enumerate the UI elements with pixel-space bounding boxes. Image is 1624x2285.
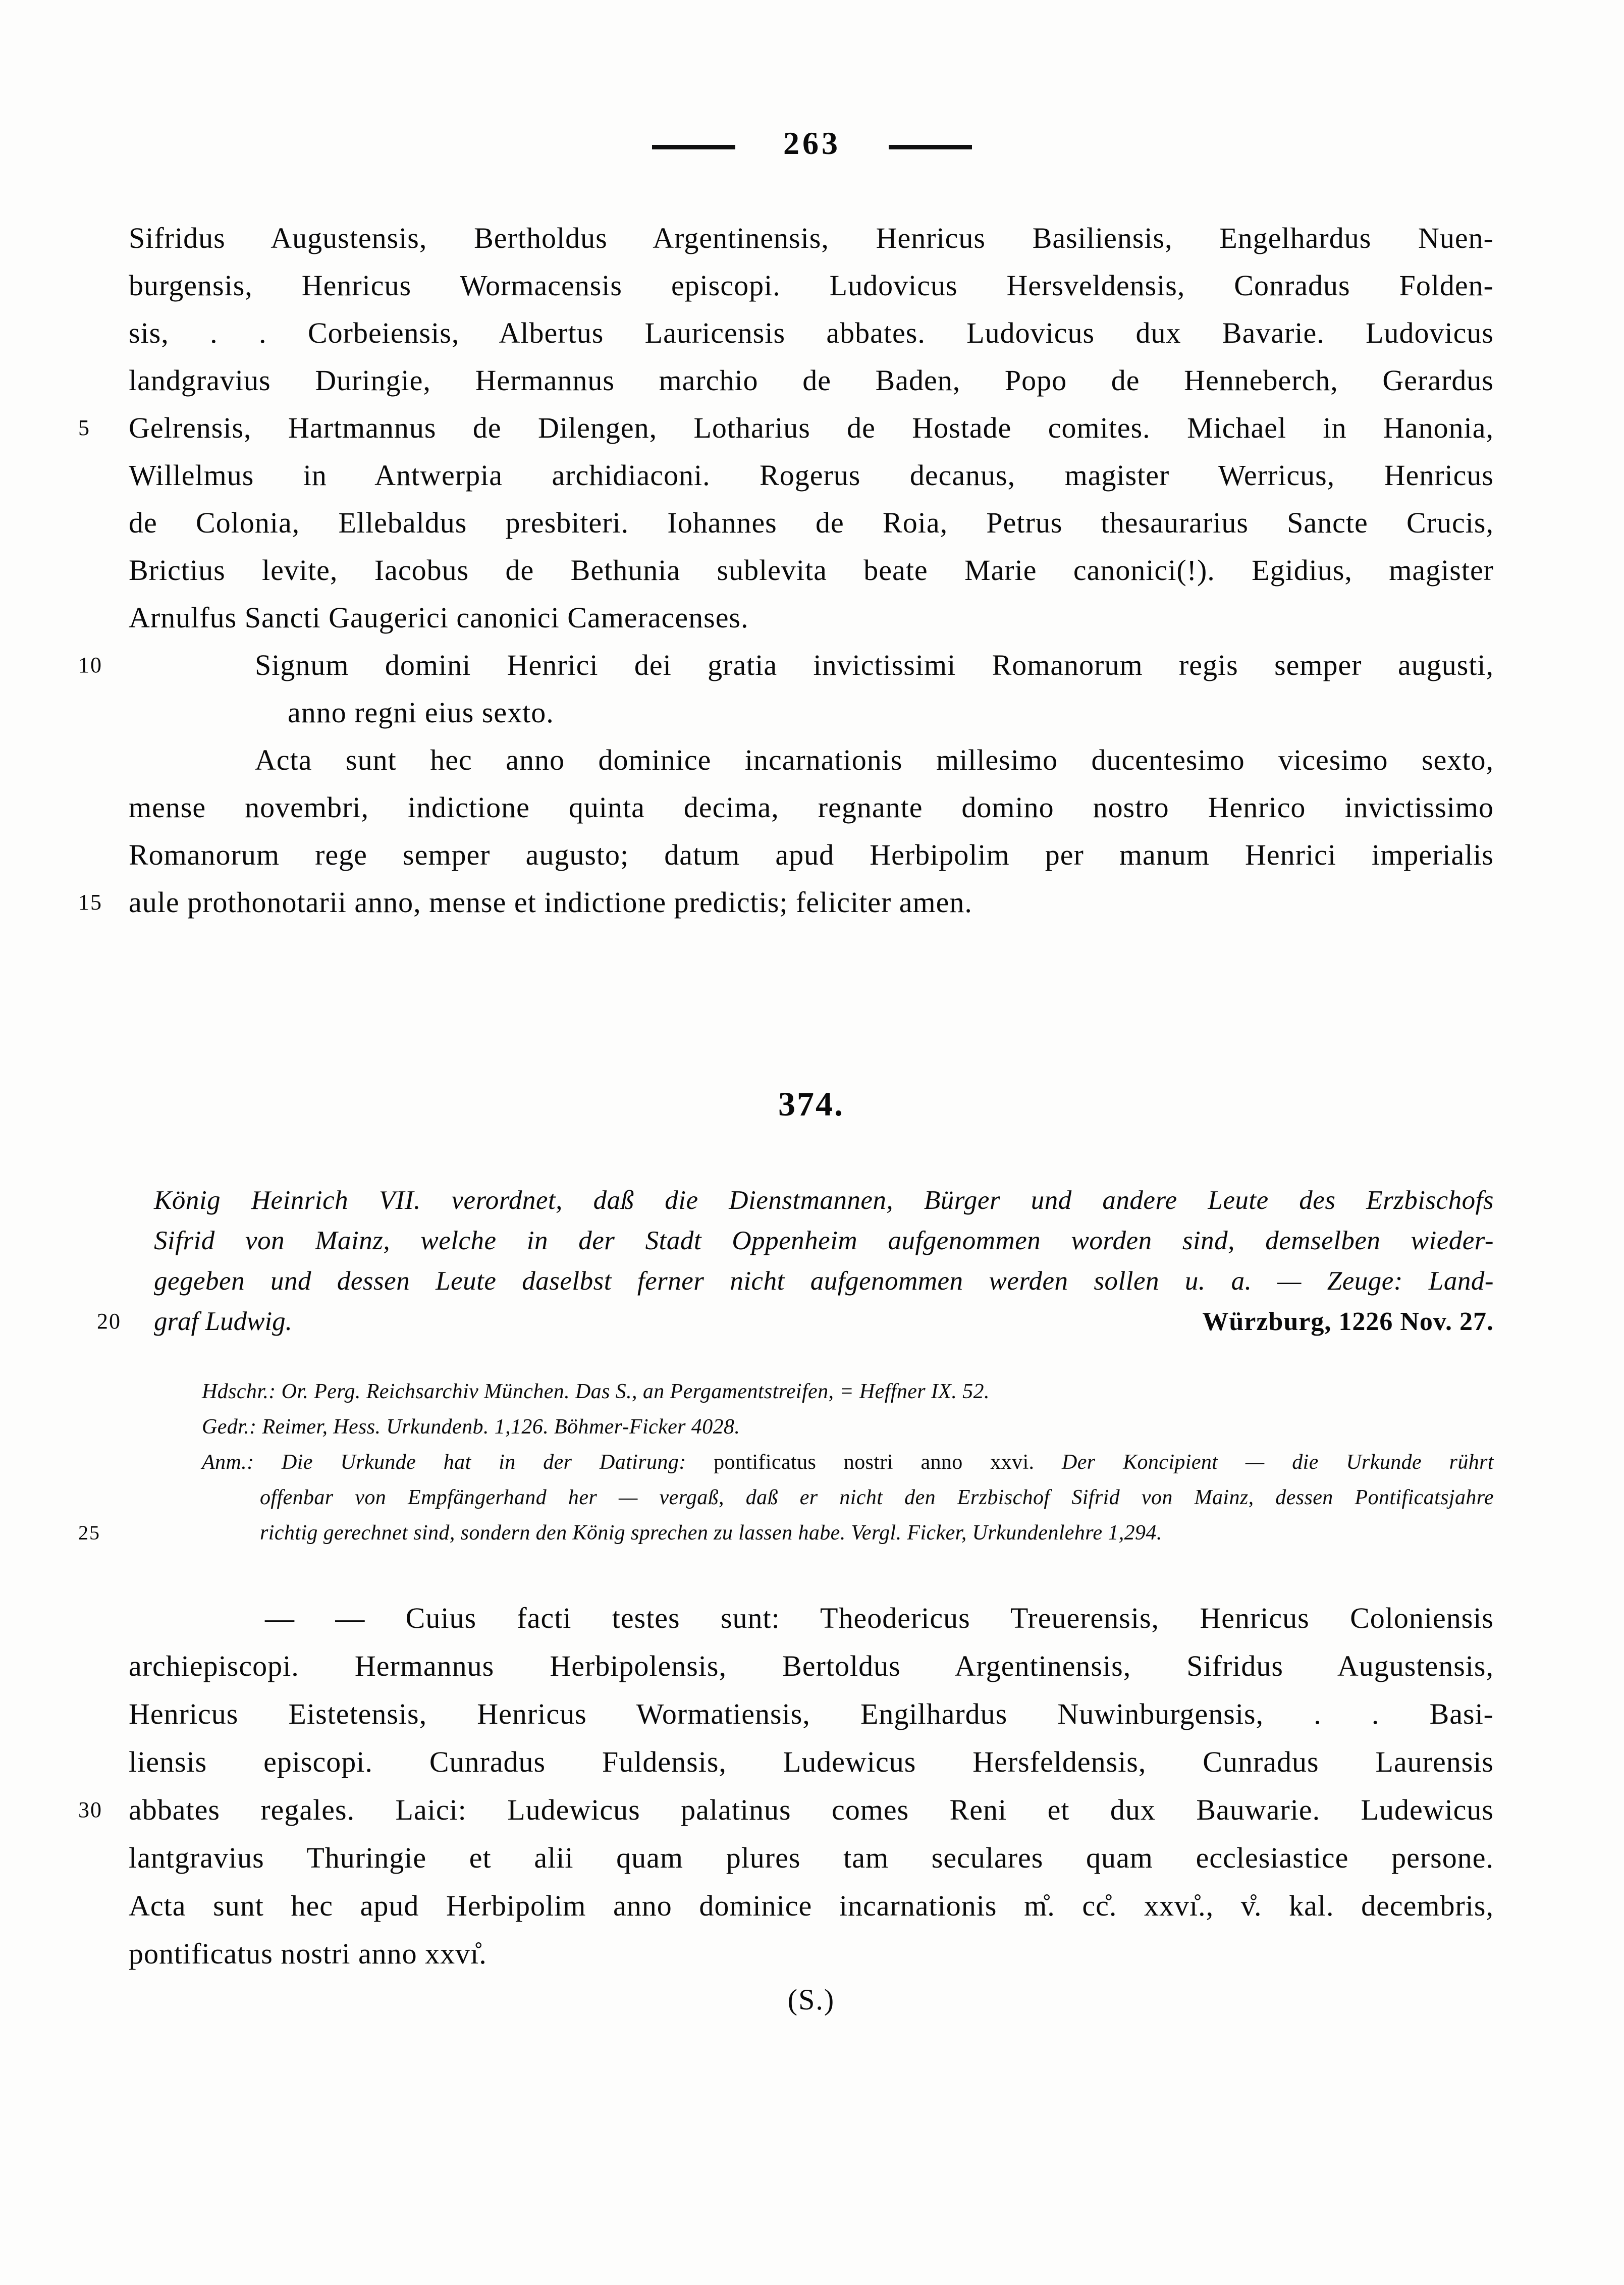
note-line [78, 1515, 1494, 1551]
regest [97, 1180, 1494, 1342]
page-header [0, 127, 1624, 160]
entry-number-heading: 374. [778, 1085, 844, 1123]
margin-line-number: 25 [78, 1521, 100, 1544]
seal-mark: (S.) [787, 1983, 835, 2016]
regest-line: gegeben und dessen Leute daselbst ferner nicht aufgenommen werden sollen u. a. — Zeuge: Land- [154, 1266, 1494, 1296]
note-line-hdschr: Hdschr.: Or. Perg. Reichsarchiv München. Das S., an Pergamentstreifen, = Heffner IX. 52. [202, 1380, 990, 1403]
text-line: Acta sunt hec apud Herbipolim anno dominice incarnationis m̊. cc̊. xxvı̊., v̊. kal. decembris, [129, 1889, 1494, 1922]
text-line: archiepiscopi. Hermannus Herbipolensis, Bertoldus Argentinensis, Sifridus Augustensis, [129, 1650, 1494, 1682]
text-line-content: Signum domini Henrici dei gratia invictissimi Romanorum regis semper augusti, [255, 649, 1494, 681]
margin-line-number: 5 [78, 415, 90, 440]
text-line: anno regni eius sexto. [288, 696, 554, 729]
text-line: Henricus Eistetensis, Henricus Wormatiensis, Engilhardus Nuwinburgensis, . . Basi- [129, 1697, 1494, 1730]
text-line: Acta sunt hec anno dominice incarnationis millesimo ducentesimo vicesimo sexto, [255, 743, 1494, 776]
text-line: Brictius levite, Iacobus de Bethunia sublevita beate Marie canonici(!). Egidius, magister [129, 554, 1494, 587]
source-notes [78, 1374, 1494, 1551]
text-line: liensis episcopi. Cunradus Fuldensis, Ludewicus Hersfeldensis, Cunradus Laurensis [129, 1745, 1494, 1778]
note-line-gedr: Gedr.: Reimer, Hess. Urkundenb. 1,126. Böhmer-Ficker 4028. [202, 1415, 740, 1439]
text-line: Romanorum rege semper augusto; datum apud Herbipolim per manum Henrici imperialis [129, 838, 1494, 871]
text-line-content: aule prothonotarii anno, mense et indictione predictis; feliciter amen. [129, 886, 972, 919]
text-line: sis, . . Corbeiensis, Albertus Lauricensis abbates. Ludovicus dux Bavarie. Ludovicus [129, 316, 1494, 349]
note-line-anm [202, 1445, 1494, 1480]
text-line-content: Gelrensis, Hartmannus de Dilengen, Lotharius de Hostade comites. Michael in Hanonia, [129, 411, 1494, 444]
page-number: 263 [783, 125, 841, 161]
note-line-content: richtig gerechnet sind, sondern den König sprechen zu lassen habe. Vergl. Ficker, Urkundenlehre 1,294. [260, 1521, 1162, 1545]
charter-text [78, 1594, 1494, 1978]
margin-line-number: 20 [97, 1309, 121, 1334]
note-segment-italic: Der Koncipient — die Urkunde rührt [1034, 1451, 1494, 1474]
previous-entry-text [78, 215, 1494, 926]
text-line: de Colonia, Ellebaldus presbiteri. Iohannes de Roia, Petrus thesaurarius Sancte Crucis, [129, 506, 1494, 539]
header-rule-left [652, 145, 735, 149]
margin-line-number: 30 [78, 1797, 102, 1822]
text-line-content: abbates regales. Laici: Ludewicus palatinus comes Reni et dux Bauwarie. Ludewicus [129, 1793, 1494, 1826]
place-date-line: Würzburg, 1226 Nov. 27. [1202, 1307, 1494, 1336]
text-line [78, 1786, 1494, 1834]
text-line: Arnulfus Sancti Gaugerici canonici Cameracenses. [129, 601, 749, 634]
regest-last-line [97, 1301, 1494, 1342]
margin-line-number: 10 [78, 653, 102, 677]
regest-line: König Heinrich VII. verordnet, daß die Dienstmannen, Bürger und andere Leute des Erzbischofs [154, 1186, 1494, 1215]
text-line: — — Cuius facti testes sunt: Theodericus Treuerensis, Henricus Coloniensis [265, 1602, 1494, 1634]
text-line: pontificatus nostri anno xxvı̊. [129, 1937, 487, 1970]
header-rule-right [889, 145, 972, 149]
regest-line-content: graf Ludwig. [154, 1307, 292, 1336]
text-line: lantgravius Thuringie et alii quam plures tam seculares quam ecclesiastice persone. [129, 1841, 1494, 1874]
text-line [78, 642, 1494, 689]
regest-line: Sifrid von Mainz, welche in der Stadt Oppenheim aufgenommen worden sind, demselben wieder- [154, 1226, 1494, 1255]
text-line [78, 879, 1494, 926]
note-line: offenbar von Empfängerhand her — vergaß, daß er nicht den Erzbischof Sifrid von Mainz, dessen Pontificatsjahre [260, 1486, 1494, 1509]
text-line: mense novembri, indictione quinta decima, regnante domino nostro Henrico invictissimo [129, 791, 1494, 824]
text-line: landgravius Duringie, Hermannus marchio de Baden, Popo de Henneberch, Gerardus [129, 364, 1494, 397]
text-line [78, 404, 1494, 452]
margin-line-number: 15 [78, 890, 102, 915]
note-segment-italic: Anm.: Die Urkunde hat in der Datirung: [202, 1451, 714, 1474]
text-line: burgensis, Henricus Wormacensis episcopi. Ludovicus Hersveldensis, Conradus Folden- [129, 269, 1494, 302]
text-line: Sifridus Augustensis, Bertholdus Argentinensis, Henricus Basiliensis, Engelhardus Nuen- [129, 222, 1494, 254]
note-segment-roman: pontificatus nostri anno xxvi. [714, 1451, 1035, 1474]
text-line: Willelmus in Antwerpia archidiaconi. Rogerus decanus, magister Werricus, Henricus [129, 459, 1494, 492]
